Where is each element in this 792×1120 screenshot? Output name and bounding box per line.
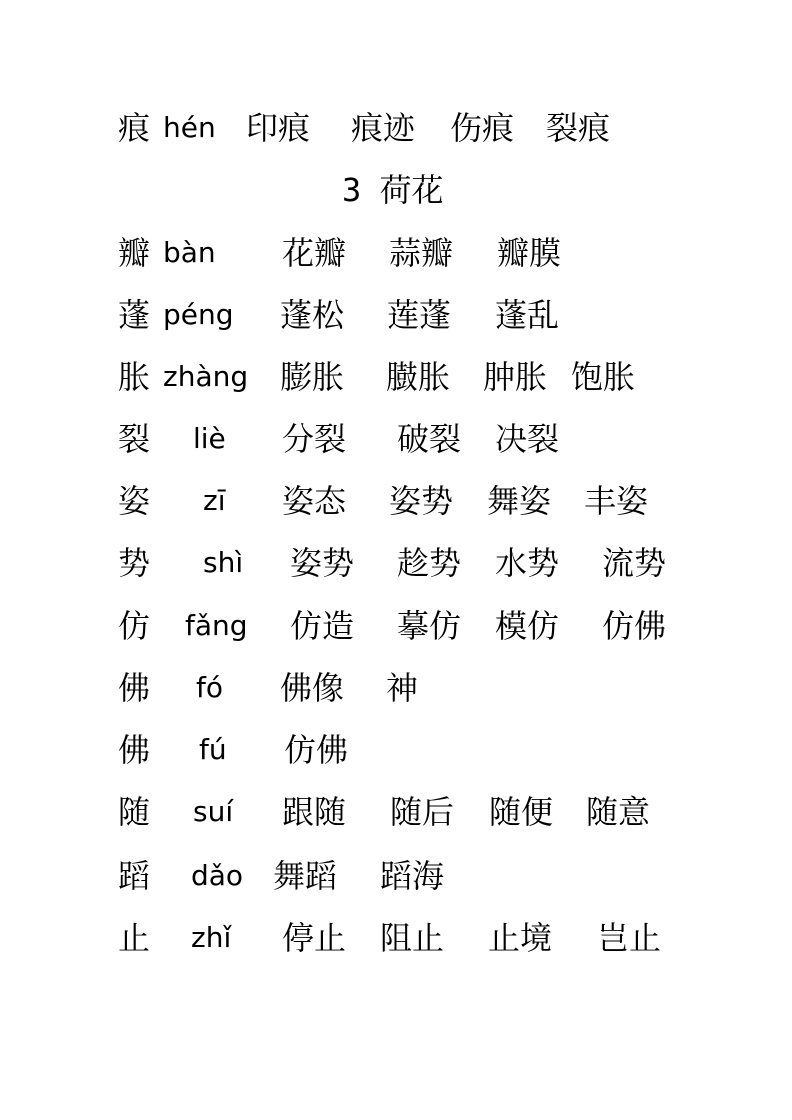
row-char: 姿 bbox=[118, 482, 151, 520]
row-word: 舞蹈 bbox=[273, 857, 338, 895]
row-char: 胀 bbox=[118, 358, 151, 396]
row-pinyin: fǎng bbox=[185, 609, 248, 642]
row-word: 蓬松 bbox=[280, 296, 345, 334]
row-pinyin: dǎo bbox=[191, 859, 244, 892]
row-word: 摹仿 bbox=[397, 607, 462, 645]
row-word: 水势 bbox=[495, 544, 560, 582]
row-pinyin: fú bbox=[199, 733, 227, 766]
row-word: 模仿 bbox=[495, 607, 560, 645]
row-pinyin: liè bbox=[193, 422, 226, 455]
row-word: 破裂 bbox=[397, 420, 462, 458]
row-word: 阻止 bbox=[380, 919, 445, 957]
row-dao bbox=[0, 853, 792, 899]
row-pinyin: péng bbox=[163, 298, 234, 331]
row-word: 姿态 bbox=[282, 482, 347, 520]
row-char: 瓣 bbox=[118, 234, 151, 272]
row-word: 仿佛 bbox=[602, 607, 667, 645]
row-char: 仿 bbox=[118, 607, 151, 645]
row-word: 姿势 bbox=[389, 482, 454, 520]
row-sui bbox=[0, 789, 792, 835]
row-word: 瓣膜 bbox=[497, 234, 562, 272]
row-word: 蒜瓣 bbox=[389, 234, 454, 272]
row-word: 流势 bbox=[602, 544, 667, 582]
row-zhang bbox=[0, 354, 792, 400]
row-word: 随后 bbox=[390, 793, 455, 831]
row-word: 膨胀 bbox=[280, 358, 345, 396]
row-word: 饱胀 bbox=[571, 358, 636, 396]
row-fo bbox=[0, 665, 792, 711]
row-word: 佛像 bbox=[280, 669, 345, 707]
row-char: 蹈 bbox=[118, 857, 151, 895]
row-char: 止 bbox=[118, 919, 151, 957]
row-word: 舞姿 bbox=[487, 482, 552, 520]
row-pinyin: zhǐ bbox=[191, 921, 232, 954]
lesson-number: 3 bbox=[342, 171, 362, 209]
row-pinyin: zhàng bbox=[163, 360, 249, 393]
row-pinyin: shì bbox=[203, 546, 244, 579]
row-word: 印痕 bbox=[246, 109, 311, 147]
row-word: 肿胀 bbox=[483, 358, 548, 396]
row-word: 岂止 bbox=[597, 919, 662, 957]
row-ban bbox=[0, 230, 792, 276]
row-pinyin: bàn bbox=[163, 236, 216, 269]
row-word: 裂痕 bbox=[546, 109, 611, 147]
row-word: 分裂 bbox=[282, 420, 347, 458]
row-word: 伤痕 bbox=[450, 109, 515, 147]
row-hen bbox=[0, 105, 792, 151]
row-word: 蹈海 bbox=[380, 857, 445, 895]
row-char: 佛 bbox=[118, 669, 151, 707]
row-fu bbox=[0, 727, 792, 773]
row-word: 神 bbox=[386, 669, 419, 707]
row-word: 随便 bbox=[489, 793, 554, 831]
row-word: 停止 bbox=[282, 919, 347, 957]
row-char: 佛 bbox=[118, 731, 151, 769]
row-zhi bbox=[0, 915, 792, 961]
row-peng bbox=[0, 292, 792, 338]
row-char: 蓬 bbox=[118, 296, 151, 334]
row-fang bbox=[0, 603, 792, 649]
row-word: 随意 bbox=[586, 793, 651, 831]
row-pinyin: suí bbox=[193, 795, 234, 828]
row-lie bbox=[0, 416, 792, 462]
row-char: 痕 bbox=[118, 109, 151, 147]
row-pinyin: zī bbox=[203, 484, 226, 517]
row-word: 花瓣 bbox=[282, 234, 347, 272]
row-word: 跟随 bbox=[282, 793, 347, 831]
row-pinyin: fó bbox=[196, 671, 223, 704]
row-word: 丰姿 bbox=[584, 482, 649, 520]
lesson-title bbox=[342, 167, 443, 213]
row-word: 蓬乱 bbox=[495, 296, 560, 334]
row-word: 决裂 bbox=[495, 420, 560, 458]
row-word: 姿势 bbox=[290, 544, 355, 582]
row-word: 痕迹 bbox=[351, 109, 416, 147]
row-zi bbox=[0, 478, 792, 524]
row-pinyin: hén bbox=[163, 111, 216, 144]
row-char: 势 bbox=[118, 544, 151, 582]
row-word: 莲蓬 bbox=[387, 296, 452, 334]
row-word: 趁势 bbox=[397, 544, 462, 582]
row-shi bbox=[0, 540, 792, 586]
row-char: 随 bbox=[118, 793, 151, 831]
row-word: 仿佛 bbox=[284, 731, 349, 769]
row-word: 止境 bbox=[488, 919, 553, 957]
lesson-title-text: 荷花 bbox=[379, 171, 444, 209]
row-char: 裂 bbox=[118, 420, 151, 458]
row-word: 臌胀 bbox=[386, 358, 451, 396]
row-word: 仿造 bbox=[290, 607, 355, 645]
